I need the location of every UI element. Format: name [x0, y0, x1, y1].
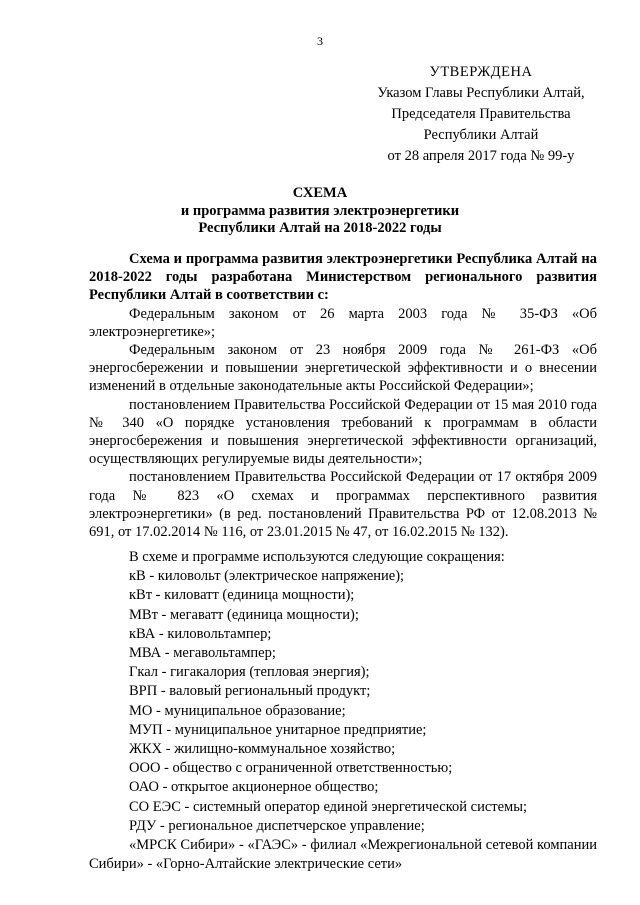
approval-date: от 28 апреля 2017 года № 99-у	[387, 148, 575, 164]
abbreviation-item: МВА - мегавольтампер;	[129, 645, 276, 662]
abbreviation-item: СО ЕЭС - системный оператор единой энергетической системы;	[129, 798, 527, 815]
abbreviation-item: «МРСК Сибири» - «ГАЭС» - филиал «Межрегиональной сетевой компании Сибири» - «Горно-Алтайские электрические сети»	[89, 837, 597, 873]
abbreviation-item: Гкал - гигакалория (тепловая энергия);	[129, 664, 370, 681]
title-line: СХЕМА	[292, 185, 348, 201]
title-line: Республики Алтай на 2018-2022 годы	[198, 220, 442, 236]
basis-paragraph: Федеральным законом от 26 марта 2003 года № 35-ФЗ «Об электроэнергетике»;	[89, 305, 597, 340]
title-line: и программа развития электроэнергетики	[180, 202, 460, 219]
abbreviation-item: кВт - киловатт (единица мощности);	[129, 587, 355, 604]
approval-stamp	[350, 62, 612, 167]
basis-paragraph: постановлением Правительства Российской Федерации от 15 мая 2010 года № 340 «О порядке установления требований к программам в области энергосбережения и повышения энергетической эффективности организаций, осуществляющих регулируемые виды деятельности»;	[89, 396, 597, 468]
abbreviation-item: ВРП - валовый региональный продукт;	[129, 683, 371, 700]
basis-paragraph: Федеральным законом от 23 ноября 2009 года № 261-ФЗ «Об энергосбережении и повышении энергетической эффективности и о внесении изменений в отдельные законодательные акты Российской Федерации»;	[89, 342, 597, 395]
abbreviations-list	[89, 548, 597, 874]
abbreviation-item: ОАО - открытое акционерное общество;	[129, 779, 379, 796]
abbreviation-item: ЖКХ - жилищно-коммунальное хозяйство;	[129, 741, 396, 758]
abbreviation-item: МВт - мегаватт (единица мощности);	[129, 606, 359, 623]
document-title	[0, 185, 640, 238]
approval-line: Указом Главы Республики Алтай,	[377, 85, 585, 101]
abbreviation-item: кВА - киловольтампер;	[129, 625, 272, 642]
abbreviation-item: кВ - киловольт (электрическое напряжение);	[129, 568, 405, 585]
intro-paragraph: Схема и программа развития электроэнергетики Республика Алтай на 2018-2022 годы разработана Министерством регионального развития Республики Алтай в соответствии с:	[89, 251, 597, 304]
approval-heading: УТВЕРЖДЕНА	[429, 64, 533, 80]
abbreviation-item: МУП - муниципальное унитарное предприятие;	[129, 721, 427, 738]
document-body	[89, 250, 597, 541]
approval-line: Республики Алтай	[423, 127, 539, 143]
abbreviations-intro: В схеме и программе используются следующие сокращения:	[129, 549, 505, 565]
abbreviation-item: ООО - общество с ограниченной ответственностью;	[129, 760, 453, 777]
abbreviation-item: МО - муниципальное образование;	[129, 702, 346, 719]
page-number: 3	[317, 34, 323, 48]
approval-line: Председателя Правительства	[391, 106, 571, 122]
abbreviation-item: РДУ - региональное диспетчерское управление;	[129, 817, 425, 834]
basis-paragraph: постановлением Правительства Российской Федерации от 17 октября 2009 года № 823 «О схемах и программах перспективного развития электроэнергетики» (в ред. постановлений Правительства РФ от 12.08.2013 № 691, от 17.02.2014 № 116, от 23.01.2015 № 47, от 16.02.2015 № 132).	[89, 469, 597, 541]
